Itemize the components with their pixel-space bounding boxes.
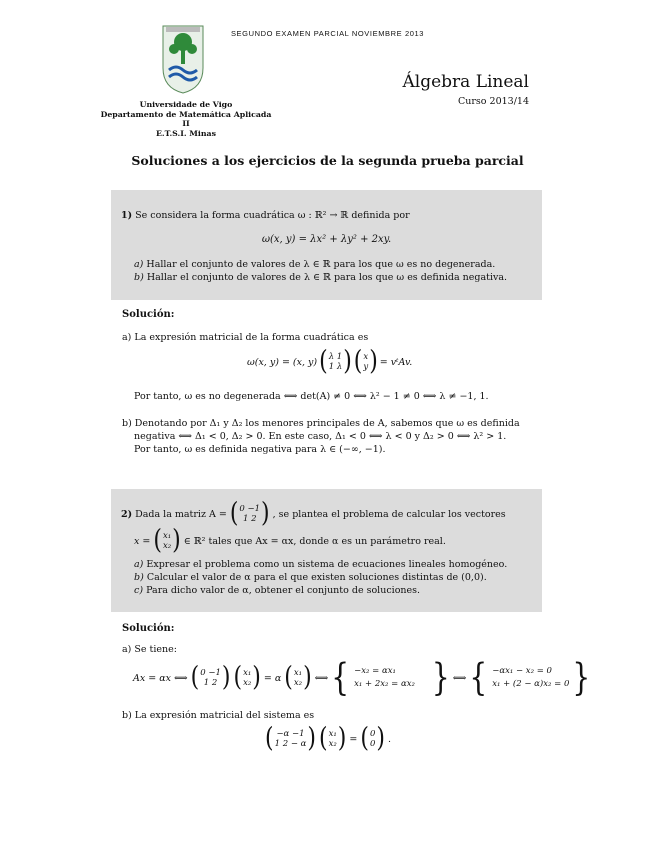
university-logo [160, 24, 206, 94]
department-name: Departamento de Matemática Aplicada II [100, 109, 272, 128]
solution-2-label: Solución: [122, 623, 175, 634]
matrix-a2: ( 0 −1 1 2 ) [229, 497, 270, 529]
vector-entry: x₂ [243, 678, 252, 688]
solution-1-label: Solución: [122, 309, 175, 320]
exercise-2-x: x = [134, 535, 151, 547]
part-a-text: Hallar el conjunto de valores de λ ∈ ℝ para los que ω es no degenerada. [146, 259, 496, 270]
vector-xy: ( x y ) [353, 345, 378, 377]
solution-2b-intro: b) La expresión matricial del sistema es [122, 710, 315, 721]
system-matrix: ( −α −1 1 2 − α ) [265, 722, 316, 754]
exercise-1-text: Se considera la forma cuadrática ω : ℝ² → ℝ definida por [135, 210, 410, 221]
part-a-label: a) [134, 259, 144, 270]
matrix-a: ( λ 1 1 λ ) [319, 345, 352, 377]
vector-entry: y [363, 362, 369, 372]
eq-equals: = [349, 733, 358, 745]
course-year: Curso 2013/14 [457, 96, 529, 107]
exam-title: SEGUNDO EXAMEN PARCIAL NOVIEMBRE 2013 [230, 29, 425, 38]
system-1 [352, 665, 415, 691]
matrix-row: 0 −1 [239, 504, 261, 514]
solution-2b-equation: ( −α −1 1 2 − α ) ( x₁ x₂ ) = ( 0 0 ) . [265, 722, 391, 754]
school-name: E.T.S.I. Minas [155, 128, 216, 138]
solution-2a-intro: a) Se tiene: [122, 644, 177, 655]
matrix-row: 0 −1 [200, 668, 221, 678]
vector-x: ( x₁ x₂ ) [233, 661, 261, 693]
vector-entry: x [363, 352, 369, 362]
exercise-1-part-a [134, 258, 495, 271]
eq-lhs: ω(x, y) = (x, y) [247, 356, 318, 368]
part-a-label: a) [134, 559, 144, 570]
vector-x: ( x₁ x₂ ) [318, 722, 347, 754]
part-b-text: Calcular el valor de α para el que existen soluciones distintas de (0,0). [146, 572, 487, 583]
exercise-2-text-b: , se plantea el problema de calcular los vectores [272, 508, 506, 520]
system-2 [490, 665, 569, 691]
vector-x: ( x₁ x₂ ) [153, 524, 181, 556]
system-row: −x₂ = αx₁ [354, 666, 396, 676]
eq-alpha: = α [263, 672, 282, 684]
exercise-1-part-b [134, 271, 507, 284]
vector-entry: x₂ [328, 739, 337, 749]
exercise-2-part-a [134, 558, 507, 571]
exercise-2-number: 2) [121, 508, 133, 520]
eq-lhs: Ax = αx ⟺ [133, 672, 188, 684]
vector-entry: x₂ [162, 541, 172, 551]
matrix-row: λ 1 [328, 352, 343, 362]
solution-1b-line2: negativa ⟺ Δ₁ < 0, Δ₂ > 0. En este caso, Δ₁ < 0 ⟺ λ < 0 y Δ₂ > 0 ⟺ λ² > 1. [134, 431, 507, 442]
solution-1a-equation [247, 345, 413, 377]
vector-x: ( x₁ x₂ ) [284, 661, 312, 693]
document-title: Soluciones a los ejercicios de la segunda prueba parcial [131, 153, 524, 168]
exercise-1-formula: ω(x, y) = λx² + λy² + 2xy. [261, 234, 392, 245]
university-name: Universidade de Vigo [139, 100, 233, 109]
solution-2a-equation: Ax = αx ⟺ ( 0 −1 1 2 ) ( x₁ x₂ ) = α ( x₁ x₂ ) ⟺ { −x₂ = αx₁ x₁ + 2x₂ = αx₂ } ⟺ { −αx₁ − x₂ = 0 x₁ + (2 − α)x₂ = 0 } [133, 655, 591, 700]
matrix-row: 1 2 [203, 678, 218, 688]
vector-entry: x₁ [293, 668, 303, 678]
vector-entry: 0 [369, 739, 376, 749]
solution-1a-intro: a) La expresión matricial de la forma cuadrática es [122, 332, 369, 343]
course-block [402, 72, 529, 107]
matrix-row: 1 2 − α [274, 739, 307, 749]
vector-entry: x₁ [328, 729, 337, 739]
matrix-row: 1 λ [328, 362, 343, 372]
part-b-label: b) [134, 572, 144, 583]
part-b-text: Hallar el conjunto de valores de λ ∈ ℝ para los que ω es definida negativa. [146, 272, 508, 283]
exercise-1-number: 1) [121, 210, 133, 221]
matrix-row: −α −1 [276, 729, 305, 739]
eq-rhs: = vᵗAv. [379, 356, 413, 368]
solution-1b-line1: b) Denotando por Δ₁ y Δ₂ los menores principales de A, sabemos que ω es definida [122, 418, 520, 429]
eq-iff: ⟺ [314, 672, 329, 684]
exercise-2-line1 [121, 497, 506, 529]
solution-1b-line3: Por tanto, ω es definida negativa para λ ∈ (−∞, −1). [134, 444, 386, 455]
vector-entry: x₁ [162, 531, 172, 541]
system-row: −αx₁ − x₂ = 0 [492, 666, 552, 676]
zero-vector: ( 0 0 ) [360, 722, 385, 754]
exercise-2-text-a: Dada la matriz A = [135, 508, 227, 520]
matrix-a: ( 0 −1 1 2 ) [190, 661, 231, 693]
system-row: x₁ + 2x₂ = αx₂ [354, 679, 415, 689]
exercise-1-statement [121, 209, 410, 222]
course-title: Álgebra Lineal [402, 72, 529, 92]
part-c-text: Para dicho valor de α, obtener el conjunto de soluciones. [146, 585, 421, 596]
matrix-row: 1 2 [242, 514, 257, 524]
exercise-2-text-c: ∈ ℝ² tales que Ax = αx, donde α es un parámetro real. [183, 535, 446, 547]
part-c-label: c) [134, 585, 144, 596]
exercise-2-line2 [134, 524, 446, 556]
system-row: x₁ + (2 − α)x₂ = 0 [492, 679, 570, 689]
vector-entry: x₁ [243, 668, 252, 678]
exercise-2-part-c [134, 584, 420, 597]
vector-entry: 0 [369, 729, 376, 739]
vector-entry: x₂ [293, 678, 303, 688]
part-b-label: b) [134, 272, 144, 283]
solution-1a-conclusion: Por tanto, ω es no degenerada ⟺ det(A) ≠ 0 ⟺ λ² − 1 ≠ 0 ⟺ λ ≠ −1, 1. [134, 391, 489, 402]
exercise-2-part-b [134, 571, 487, 584]
part-a-text: Expresar el problema como un sistema de ecuaciones lineales homogéneo. [146, 559, 508, 570]
eq-iff: ⟺ [452, 672, 467, 684]
institution-block [96, 100, 276, 138]
